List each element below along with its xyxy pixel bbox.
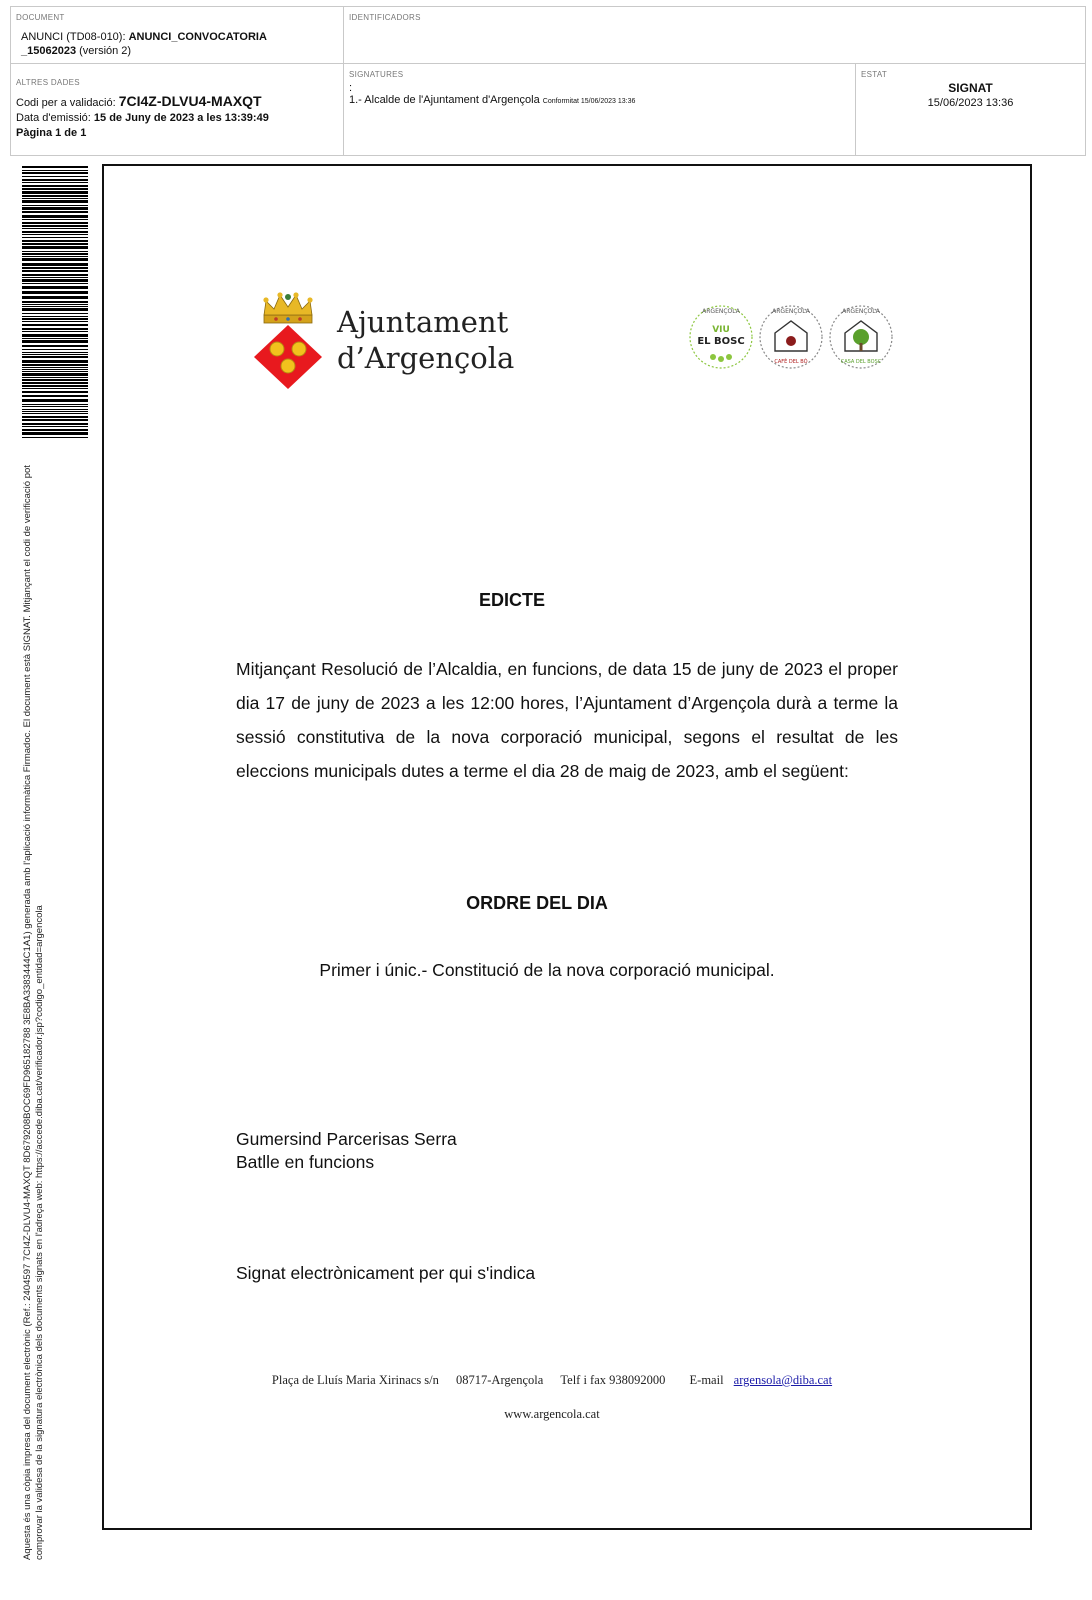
email-link[interactable]: argensola@diba.cat	[733, 1373, 833, 1387]
footer-email: E-mail argensola@diba.cat	[689, 1373, 833, 1387]
program-badges	[689, 299, 894, 379]
signatures-cell: SIGNATURES : 1.- Alcalde de l'Ajuntament d'Argençola Conformitat 15/06/2023 13:36	[343, 63, 856, 156]
status-caption: ESTAT	[861, 70, 888, 79]
footer-phone: Telf i fax 938092000	[560, 1373, 666, 1387]
other-data-cell	[10, 63, 344, 156]
document-title: ANUNCI (TD08-010): ANUNCI_CONVOCATORIA _15062023 (versión 2)	[21, 31, 267, 57]
barcode	[22, 166, 88, 438]
svg-text:ARGENÇOLA: ARGENÇOLA	[842, 308, 880, 315]
viu-el-bosc-badge-icon	[690, 306, 752, 368]
signer-block	[236, 1128, 457, 1174]
status-cell	[855, 63, 1086, 156]
agenda-item: Primer i únic.- Constitució de la nova corporació municipal.	[319, 960, 775, 980]
municipal-crest-icon	[252, 289, 324, 389]
signer-role: Batlle en funcions	[236, 1152, 375, 1172]
svg-text:EL BOSC: EL BOSC	[697, 336, 745, 347]
document-page	[102, 164, 1032, 1530]
signature-entry: 1.- Alcalde de l'Ajuntament d'Argençola Conformitat 15/06/2023 13:36	[349, 94, 636, 106]
document-cell	[10, 6, 344, 64]
cafe-del-bo-badge-icon	[760, 306, 822, 368]
svg-text:ARGENÇOLA: ARGENÇOLA	[772, 308, 810, 315]
footer-address: Plaça de Lluís Maria Xirinacs s/n	[271, 1373, 439, 1387]
footer-contact	[104, 1373, 1030, 1388]
identifiers-cell	[343, 6, 1086, 64]
footer-website[interactable]: www.argencola.cat	[504, 1407, 600, 1421]
validation-code: Codi per a validació: 7CI4Z-DLVU4-MAXQT	[16, 93, 262, 109]
footer-postal: 08717-Argençola	[456, 1373, 544, 1387]
identifiers-caption: IDENTIFICADORS	[349, 13, 421, 22]
electronic-signature-note: Signat electrònicament per qui s'indica	[236, 1263, 536, 1283]
page-count: Pàgina 1 de 1	[16, 127, 87, 139]
other-data-caption: ALTRES DADES	[16, 78, 80, 87]
municipality-logo-text: Ajuntament d’Argençola	[337, 305, 515, 375]
signatures-caption: SIGNATURES	[349, 70, 404, 79]
svg-text:ARGENÇOLA: ARGENÇOLA	[702, 308, 740, 315]
status-datetime: 15/06/2023 13:36	[927, 97, 1014, 109]
edict-paragraph: Mitjançant Resolució de l’Alcaldia, en funcions, de data 15 de juny de 2023 el proper dia 17 de juny de 2023 a les 12:00 hores, l’Ajuntament d’Argençola durà a terme la sessió constitutiva de la nova corporació municipal, segons el resultat de les eleccions municipals dutes a terme el dia 28 de maig de 2023, amb el següent:	[236, 659, 898, 781]
edict-title: EDICTE	[478, 590, 545, 610]
svg-text:CASA DEL BOSC: CASA DEL BOSC	[840, 359, 882, 365]
svg-text:CAFÈ DEL BÓ: CAFÈ DEL BÓ	[774, 359, 808, 365]
signer-name: Gumersind Parcerisas Serra	[236, 1129, 457, 1149]
document-header	[10, 6, 1086, 156]
casa-del-bosc-badge-icon	[830, 306, 892, 368]
status-badge: SIGNAT	[948, 81, 993, 95]
document-caption: DOCUMENT	[16, 13, 65, 22]
issue-date: Data d'emissió: 15 de Juny de 2023 a les 13:39:49	[16, 112, 269, 124]
svg-text:VIU: VIU	[712, 325, 730, 335]
agenda-title: ORDRE DEL DIA	[466, 893, 608, 913]
verification-margin-text: Aquesta és una còpia impresa del document electrònic (Ref.: 2404597 7CI4Z-DLVU4-MAXQT 8D679208BOC69FD965182788 3E8BA3383444C1A1) generada amb l'aplicació informàtica Firmadoc. El document està SIGNAT. Mitjançant el codi de verificació pot comprovar la validesa de la signatura electrònica dels documents signats en l'adreça web: https://accede.diba.cat/verificador.jsp?codigo_entidad=argencola	[22, 465, 45, 1560]
